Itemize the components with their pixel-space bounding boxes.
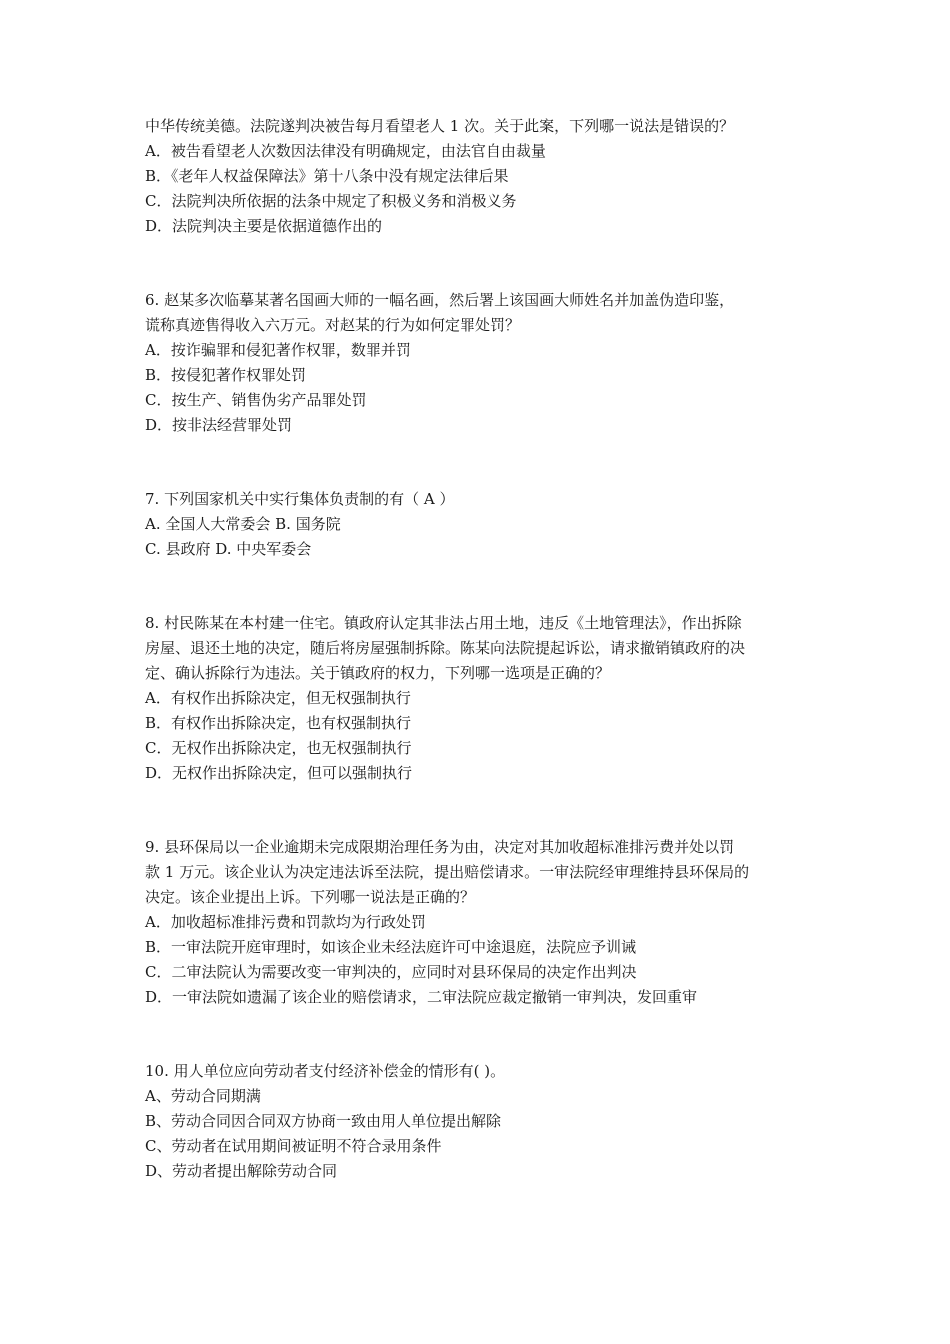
option-c: C．无权作出拆除决定，也无权强制执行 [145, 739, 412, 757]
option-row: C. 县政府 D. 中央军委会 [145, 540, 312, 558]
option-d: D．法院判决主要是依据道德作出的 [145, 217, 383, 235]
question-stem-line: 决定。该企业提出上诉。下列哪一说法是正确的？ [145, 888, 476, 906]
option-d: D．一审法院如遗漏了该企业的赔偿请求，二审法院应裁定撤销一审判决，发回重审 [145, 988, 698, 1006]
option-d: D．按非法经营罪处罚 [145, 416, 293, 434]
question-stem-line: 6. 赵某多次临摹某著名国画大师的一幅名画，然后署上该国画大师姓名并加盖伪造印鉴， [145, 291, 735, 309]
option-d: D．无权作出拆除决定，但可以强制执行 [145, 764, 413, 782]
question-stem-line: 谎称真迹售得收入六万元。对赵某的行为如何定罪处罚？ [145, 316, 521, 334]
question-7 [145, 487, 815, 562]
question-stem-line: 中华传统美德。法院遂判决被告每月看望老人 1 次。关于此案，下列哪一说法是错误的？ [145, 117, 735, 135]
option-c: C．按生产、销售伪劣产品罪处罚 [145, 391, 367, 409]
option-a: A．被告看望老人次数因法律没有明确规定，由法官自由裁量 [145, 142, 546, 160]
question-stem-line: 8. 村民陈某在本村建一住宅。镇政府认定其非法占用土地，违反《土地管理法》，作出拆除 [145, 614, 742, 632]
option-c: C．二审法院认为需要改变一审判决的，应同时对县环保局的决定作出判决 [145, 963, 637, 981]
question-6 [145, 288, 815, 438]
question-stem-line: 7. 下列国家机关中实行集体负责制的有（ A ） [145, 490, 455, 508]
document-page [145, 114, 815, 1184]
option-row: A. 全国人大常委会 B. 国务院 [145, 515, 341, 533]
question-stem-line: 款 1 万元。该企业认为决定违法诉至法院，提出赔偿请求。一审法院经审理维持县环保局的 [145, 863, 750, 881]
question-10 [145, 1059, 815, 1184]
option-b: B．有权作出拆除决定，也有权强制执行 [145, 714, 412, 732]
option-c: C、劳动者在试用期间被证明不符合录用条件 [145, 1137, 442, 1155]
option-b: B．一审法院开庭审理时，如该企业未经法庭许可中途退庭，法院应予训诫 [145, 938, 637, 956]
option-a: A、劳动合同期满 [145, 1087, 261, 1105]
question-stem-line: 定、确认拆除行为违法。关于镇政府的权力，下列哪一选项是正确的？ [145, 664, 611, 682]
question-8 [145, 611, 815, 786]
option-a: A．有权作出拆除决定，但无权强制执行 [145, 689, 411, 707]
question-stem-line: 10. 用人单位应向劳动者支付经济补偿金的情形有( )。 [145, 1062, 506, 1080]
option-b: B、劳动合同因合同双方协商一致由用人单位提出解除 [145, 1112, 502, 1130]
option-a: A．加收超标准排污费和罚款均为行政处罚 [145, 913, 426, 931]
question-stem-line: 9. 县环保局以一企业逾期未完成限期治理任务为由，决定对其加收超标准排污费并处以罚 [145, 838, 735, 856]
option-b: B．按侵犯著作权罪处罚 [145, 366, 307, 384]
option-a: A．按诈骗罪和侵犯著作权罪，数罪并罚 [145, 341, 411, 359]
option-c: C．法院判决所依据的法条中规定了积极义务和消极义务 [145, 192, 517, 210]
option-d: D、劳动者提出解除劳动合同 [145, 1162, 338, 1180]
question-5 [145, 114, 815, 239]
question-9 [145, 835, 815, 1010]
question-stem-line: 房屋、退还土地的决定，随后将房屋强制拆除。陈某向法院提起诉讼，请求撤销镇政府的决 [145, 639, 746, 657]
option-b: B．《老年人权益保障法》第十八条中没有规定法律后果 [145, 167, 509, 185]
